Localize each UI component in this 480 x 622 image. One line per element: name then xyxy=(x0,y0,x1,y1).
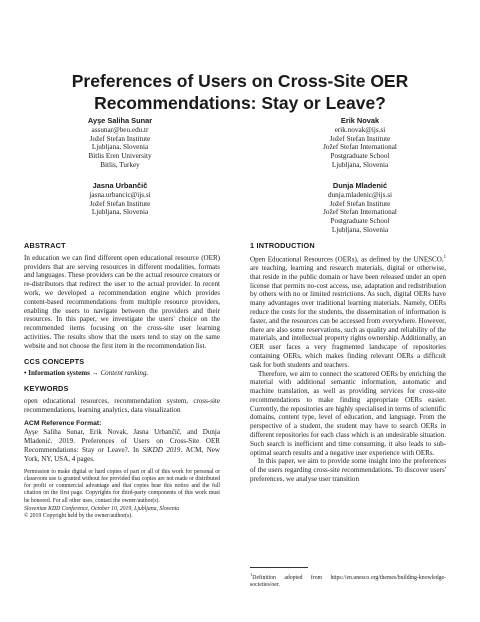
author-email: assunar@beu.edu.tr xyxy=(91,125,149,134)
author-affiliation: Bitlis Eren University xyxy=(88,152,152,161)
ccs-bullet: • xyxy=(24,369,27,378)
footnote-text: Definition adopted from https://en.unesco.org/themes/building-knowledge-societies/oer. xyxy=(250,574,446,589)
author-novak xyxy=(300,117,420,170)
reference-citation: Ayşe Saliha Sunar, Erik Novak, Jasna Urbančič, and Dunja Mladenić. 2019. Preferences of Users on Cross-Site OER Recommendations: Stay or Leave?. In xyxy=(24,428,220,454)
permission-block xyxy=(24,469,220,521)
title-line-2: Recommendations: Stay or Leave? xyxy=(94,93,386,113)
author-affiliation: Jožef Stefan International xyxy=(323,143,397,152)
keywords-heading: KEYWORDS xyxy=(24,384,69,394)
copyright-text: © 2019 Copyright held by the owner/author(s). xyxy=(24,513,133,520)
intro-paragraph-3: In this paper, we aim to provide some insight into the preferences of the users regarding cross-site recommendations. To discover users' preferences, we analyse user transition xyxy=(250,457,446,484)
reference-publisher: . ACM, New York, NY, USA, 4 pages. xyxy=(24,445,220,463)
introduction-heading: 1 INTRODUCTION xyxy=(250,241,315,250)
intro-paragraph-1 xyxy=(250,254,446,370)
author-affiliation: Jožef Stefan Institute xyxy=(329,134,391,143)
ccs-sub: Content ranking. xyxy=(100,369,149,378)
footnote-mark: 1 xyxy=(250,572,253,577)
right-column xyxy=(250,242,446,484)
abstract-text: In education we can find different open educational resource (OER) providers that are serving resources in different modalities, formats and languages. These providers can be the actual resource creators or re-distributors that redirect the user to the actual provider. In recent work, we developed a recommendation engine which provides content-based recommendations from multiple resource providers, enabling the users to navigate between the providers and their resources. In this paper, we investigate the users' choice on the recommended items focusing on the cross-site user learning activities. The results show that the users tend to stay on the same website and not choose the first item in the recommendation list. xyxy=(24,253,220,350)
author-location: Ljubljana, Slovenia xyxy=(331,225,389,234)
author-affiliation: Postgraduate School xyxy=(330,152,390,161)
left-column xyxy=(24,242,220,521)
conference-info: Slovenian KDD Conference, October 10, 2019, Ljubljana, Slovenia xyxy=(24,506,180,513)
intro-p1-rest: are teaching, learning and research materials, digital or otherwise, that reside in the public domain or have been released under an open license that permits no-cost access, use, adaptation and redistribution by others with no or limited restrictions. As such, digital OERs have many advantages over traditional learning materials. Namely, OERs reduce the costs for the students, the dissemination of information is faster, and the resources can be accessed from everywhere. However, there are also some reservations, such as quality and reliability of the materials, and intellectual property rights ownership. Additionally, an OER user faces a very fragmented landscape of repositories containing OERs, which makes finding relevant OERs a difficult task for both students and teachers. xyxy=(250,263,446,369)
author-affiliation: Jožef Stefan Institute xyxy=(329,199,391,208)
author-affiliation: Jožef Stefan Institute xyxy=(89,134,151,143)
author-email: jasna.urbancic@ijs.si xyxy=(89,190,151,199)
author-affiliation: Postgraduate School xyxy=(330,217,390,226)
author-urbancic xyxy=(60,182,180,217)
keywords-text: open educational resources, recommendation system, cross-site recommendations, learning analytics, data visualization xyxy=(24,396,220,414)
title-line-1: Preferences of Users on Cross-Site OER xyxy=(71,71,409,91)
author-mladenic xyxy=(300,182,420,235)
author-location: Ljubljana, Slovenia xyxy=(91,143,149,152)
author-sunar xyxy=(60,117,180,170)
footnote-block xyxy=(250,567,446,590)
author-affiliation: Jožef Stefan Institute xyxy=(89,199,151,208)
reference-format-text xyxy=(24,428,220,463)
reference-format-label: ACM Reference Format: xyxy=(24,419,102,427)
paper-title xyxy=(40,70,440,114)
author-location: Bitlis, Turkey xyxy=(100,160,140,169)
intro-p1-start: Open Educational Resources (OERs), as defined by the UNESCO, xyxy=(250,255,444,264)
abstract-heading: ABSTRACT xyxy=(24,241,66,250)
ccs-concept: Information systems xyxy=(28,369,90,378)
ccs-arrow: → xyxy=(91,369,99,378)
permission-text: Permission to make digital or hard copies of part or all of this work for personal or classroom use is granted without fee provided that copies are not made or distributed for profit or commercial advantage and that copies bear this notice and the full citation on the first page. Copyrights for third-party components of this work must be honored. For all other uses, contact the owner/author(s). xyxy=(24,468,220,504)
footnote-rule xyxy=(250,567,308,568)
intro-paragraph-2: Therefore, we aim to connect the scattered OERs by enriching the material with additional semantic information, automatic and machine translation, as well as providing services for cross-site recommendations to make finding appropriate OERs easier. Currently, the repositories are highly specialised in terms of scientific domains, content type, level of education, and language. From the perspective of a student, the student may have to search OERs in different repositories for each class which is an undesirable situation. Such search is inefficient and time consuming, it also leads to sub-optimal search results and a negative user experience with OERs. xyxy=(250,369,447,457)
author-name: Ayşe Saliha Sunar xyxy=(87,116,153,125)
reference-venue: SiKDD 2019 xyxy=(142,445,181,454)
author-name: Jasna Urbančič xyxy=(92,181,148,190)
footnote-marker: 1 xyxy=(443,254,446,260)
author-name: Dunja Mladenić xyxy=(332,181,388,190)
ccs-heading: CCS CONCEPTS xyxy=(24,356,85,366)
author-email: erik.novak@ijs.si xyxy=(334,125,386,134)
author-location: Ljubljana, Slovenia xyxy=(331,160,389,169)
author-location: Ljubljana, Slovenia xyxy=(91,208,149,217)
author-email: dunja.mladenic@ijs.si xyxy=(327,190,393,199)
author-affiliation: Jožef Stefan International xyxy=(323,208,397,217)
author-name: Erik Novak xyxy=(340,116,380,125)
ccs-concepts xyxy=(24,369,220,378)
